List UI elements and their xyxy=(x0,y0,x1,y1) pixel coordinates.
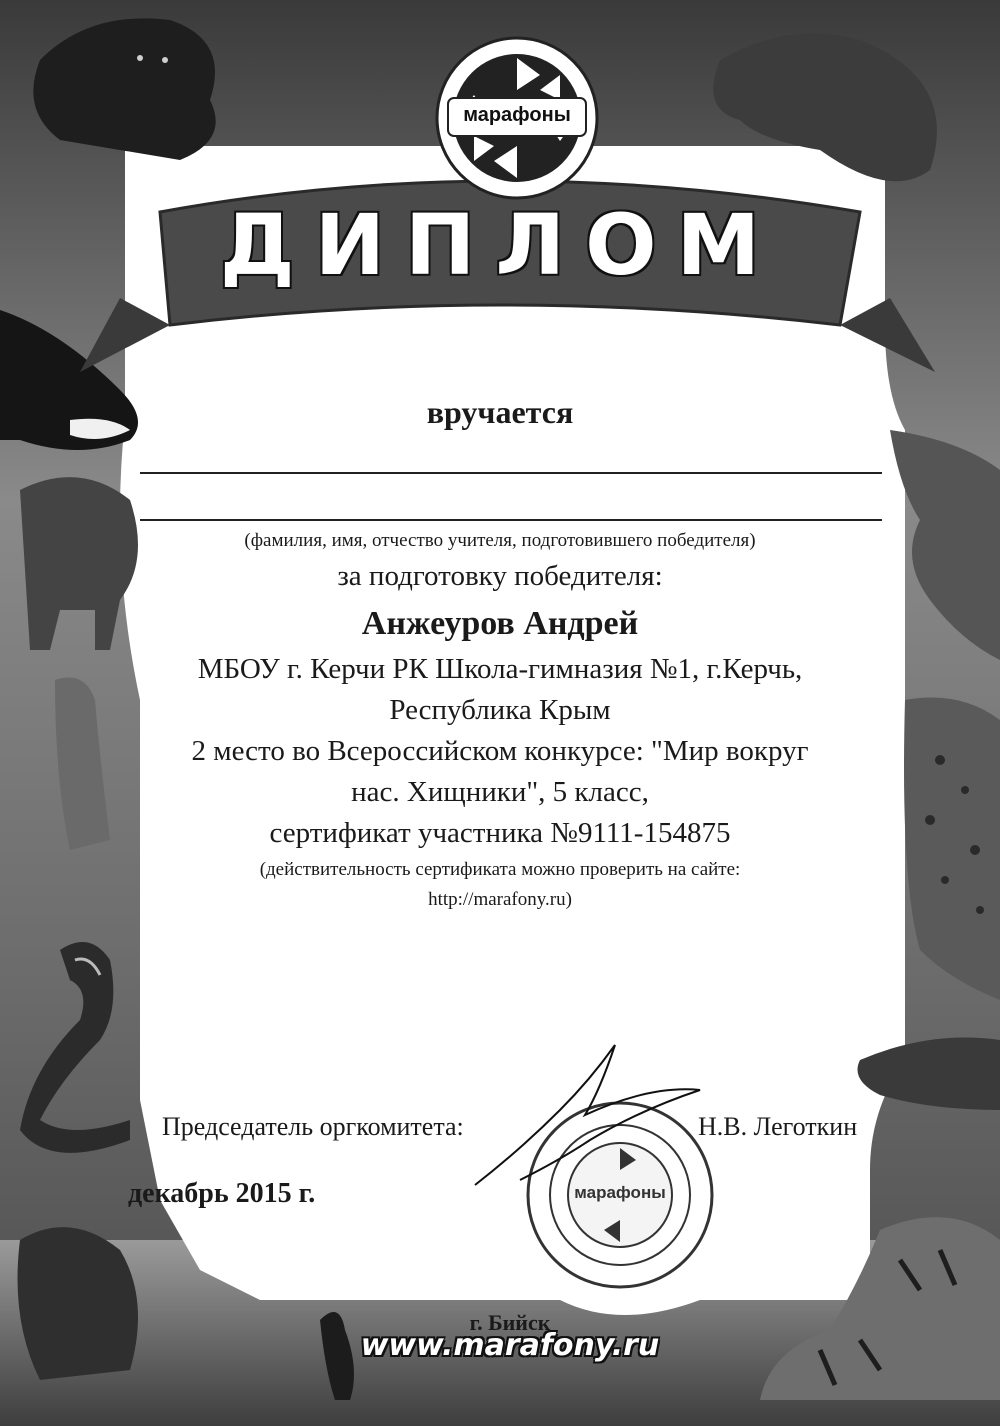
lion-silhouette xyxy=(18,1227,139,1380)
school-line-1: МБОУ г. Керчи РК Школа-гимназия №1, г.Керчь, xyxy=(197,653,803,685)
check-note-line-2: http://marafony.ru) xyxy=(428,889,572,910)
chairman-name: Н.В. Леготкин xyxy=(698,1112,858,1141)
check-note-line-1: (действительность сертификата можно проверить на сайте: xyxy=(259,859,741,880)
recipient-caption: (фамилия, имя, отчество учителя, подготовившего победителя) xyxy=(244,530,756,551)
winner-name: Анжеуров Андрей xyxy=(361,605,639,642)
recipient-line-2 xyxy=(140,519,882,521)
website-footer: www.marafony.ru xyxy=(360,1328,660,1363)
logo-text: марафоны xyxy=(463,104,571,126)
recipient-line-1 xyxy=(140,472,882,474)
result-line-2: нас. Хищники", 5 класс, xyxy=(351,776,649,808)
issue-date: декабрь 2015 г. xyxy=(128,1178,316,1209)
stamp-text: марафоны xyxy=(574,1183,666,1202)
chairman-position: Председатель оргкомитета: xyxy=(162,1112,464,1141)
school-line-2: Республика Крым xyxy=(389,694,611,726)
certificate-number: сертификат участника №9111-154875 xyxy=(269,817,731,849)
for-preparation-line: за подготовку победителя: xyxy=(337,560,663,592)
result-line-1: 2 место во Всероссийском конкурсе: "Мир вокруг xyxy=(191,735,809,767)
issue-city: г. Бийск xyxy=(469,1310,551,1335)
diploma-title: ДИПЛОМ xyxy=(219,196,781,294)
awarded-label: вручается xyxy=(426,394,574,430)
